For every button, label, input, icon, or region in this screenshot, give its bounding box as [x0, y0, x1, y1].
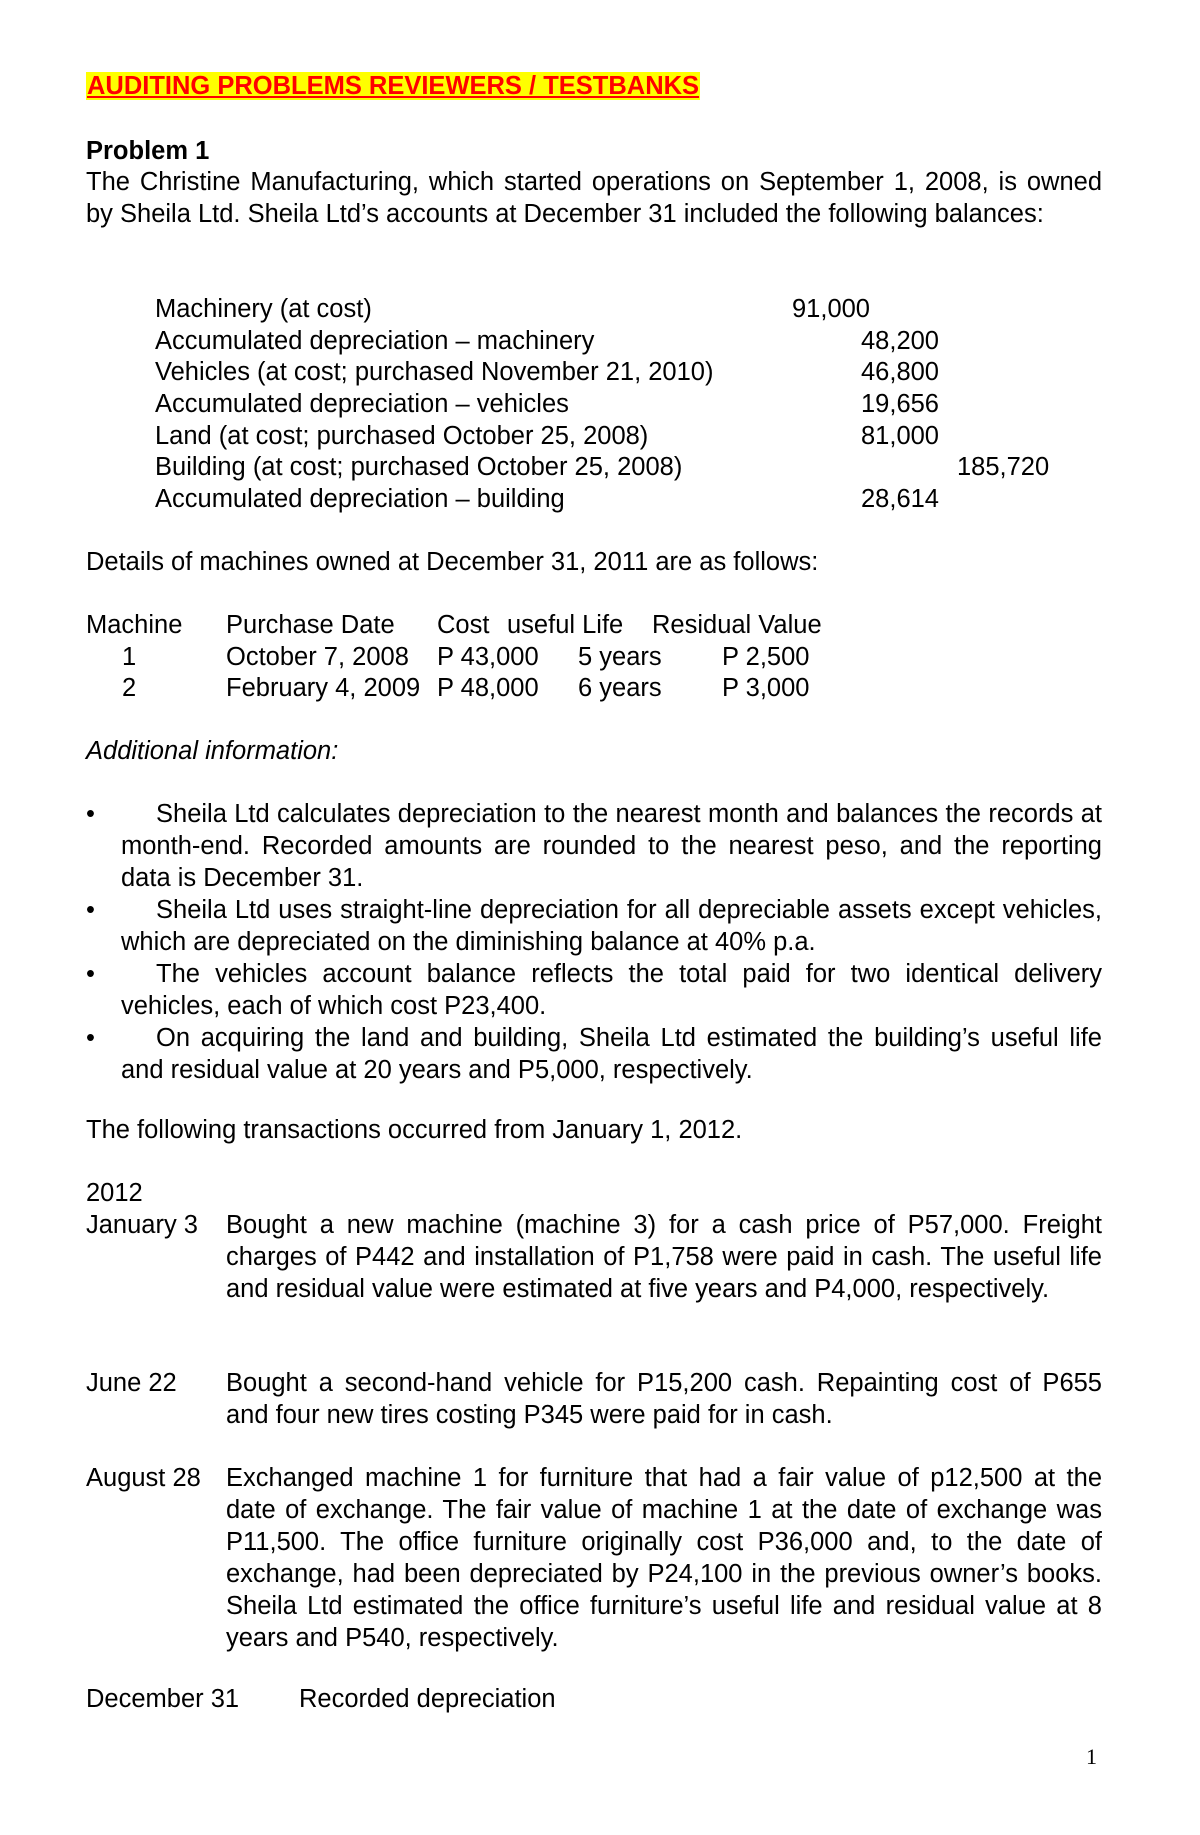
balance-label: Machinery (at cost)	[155, 295, 372, 323]
bullet-text: The vehicles account balance reflects the total paid for two identical delivery vehicles, each of which cost P23,400.	[121, 960, 1102, 1020]
balance-amount: 81,000	[861, 422, 939, 450]
balance-amount: 91,000	[792, 295, 870, 323]
transaction-date: June 22	[86, 1369, 177, 1397]
table-header-purchase-date: Purchase Date	[226, 611, 395, 639]
problem-intro: The Christine Manufacturing, which started operations on September 1, 2008, is owned by Sheila Ltd. Sheila Ltd’s accounts at December 31 included the following balances:	[86, 168, 1102, 228]
balance-label: Building (at cost; purchased October 25, 2008)	[155, 453, 683, 481]
problem-heading: Problem 1	[86, 137, 210, 165]
machines-intro: Details of machines owned at December 31, 2011 are as follows:	[86, 548, 819, 576]
table-header-cost: Cost	[437, 611, 490, 639]
bullet-icon: •	[86, 960, 95, 988]
table-cell: 6 years	[578, 674, 662, 702]
balance-amount: 48,200	[861, 327, 939, 355]
balance-amount: 19,656	[861, 390, 939, 418]
balance-label: Land (at cost; purchased October 25, 2008)	[155, 422, 649, 450]
table-header-useful-life: useful Life	[507, 611, 624, 639]
transactions-intro: The following transactions occurred from January 1, 2012.	[86, 1116, 743, 1144]
table-cell: P 2,500	[722, 643, 810, 671]
table-cell: 1	[122, 643, 137, 671]
transaction-text: Bought a new machine (machine 3) for a cash price of P57,000. Freight charges of P442 and installation of P1,758 were paid in cash. The useful life and residual value were estimated at five years and P4,000, respectively.	[226, 1211, 1102, 1303]
balance-label: Accumulated depreciation – vehicles	[155, 390, 569, 418]
table-cell: February 4, 2009	[226, 674, 421, 702]
balance-amount: 46,800	[861, 358, 939, 386]
transaction-date: January 3	[86, 1211, 198, 1239]
balance-amount: 185,720	[957, 453, 1050, 481]
list-item	[86, 958, 1102, 1022]
table-header-machine: Machine	[86, 611, 183, 639]
page-number: 1	[1086, 1744, 1097, 1769]
list-item	[86, 798, 1102, 894]
transaction-text: Exchanged machine 1 for furniture that had a fair value of p12,500 at the date of exchange. The fair value of machine 1 at the date of exchange was P11,500. The office furniture originally cost P36,000 and, to the date of exchange, had been depreciated by P24,100 in the previous owner’s books. Sheila Ltd estimated the office furniture’s useful life and residual value at 8 years and P540, respectively.	[226, 1464, 1102, 1652]
transactions-year: 2012	[86, 1179, 143, 1207]
additional-info-heading: Additional information:	[86, 737, 339, 765]
bullet-icon: •	[86, 800, 95, 828]
transaction-text: Bought a second-hand vehicle for P15,200 cash. Repainting cost of P655 and four new tires costing P345 were paid for in cash.	[226, 1369, 1102, 1429]
table-cell: P 48,000	[437, 674, 539, 702]
bullet-icon: •	[86, 896, 95, 924]
bullet-text: Sheila Ltd uses straight-line depreciation for all depreciable assets except vehicles, which are depreciated on the diminishing balance at 40% p.a.	[121, 896, 1102, 956]
table-cell: P 43,000	[437, 643, 539, 671]
table-header-residual-value: Residual Value	[652, 611, 822, 639]
table-cell: 5 years	[578, 643, 662, 671]
balance-label: Vehicles (at cost; purchased November 21, 2010)	[155, 358, 714, 386]
bullet-text: On acquiring the land and building, Sheila Ltd estimated the building’s useful life and residual value at 20 years and P5,000, respectively.	[121, 1024, 1102, 1084]
table-cell: October 7, 2008	[226, 643, 409, 671]
balance-amount: 28,614	[861, 485, 939, 513]
bullet-text: Sheila Ltd calculates depreciation to the nearest month and balances the records at month-end. Recorded amounts are rounded to the nearest peso, and the reporting data is December 31.	[121, 800, 1102, 892]
table-cell: 2	[122, 674, 137, 702]
table-cell: P 3,000	[722, 674, 810, 702]
balance-label: Accumulated depreciation – machinery	[155, 327, 595, 355]
balance-label: Accumulated depreciation – building	[155, 485, 565, 513]
transaction-text: Recorded depreciation	[299, 1685, 556, 1713]
list-item	[86, 1022, 1102, 1086]
list-item	[86, 894, 1102, 958]
transaction-date: December 31	[86, 1685, 240, 1713]
bullet-icon: •	[86, 1024, 95, 1052]
document-title	[86, 70, 700, 102]
transaction-date: August 28	[86, 1464, 201, 1492]
document-title-text: AUDITING PROBLEMS REVIEWERS / TESTBANKS	[87, 72, 700, 100]
additional-info-list	[86, 798, 1102, 1086]
